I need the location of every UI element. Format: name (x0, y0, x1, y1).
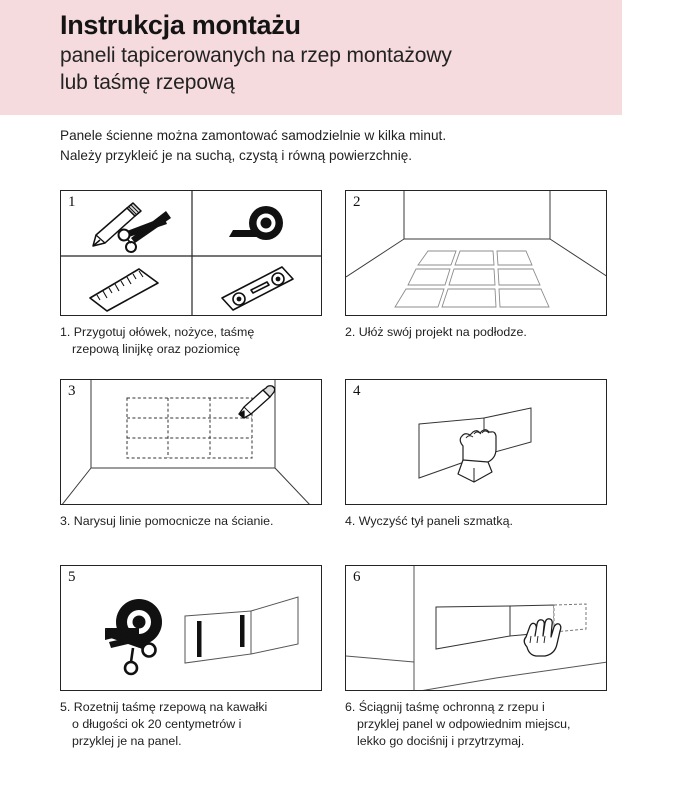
caption-5-line-2: o długości ok 20 centymetrów i (72, 717, 242, 731)
clean-panel-back-illustration (346, 380, 607, 505)
dashed-grid-icon (127, 398, 252, 458)
panel-grid-icon (395, 251, 549, 307)
step-figure-3 (60, 379, 322, 505)
spirit-level-icon (222, 267, 293, 310)
caption-4-line-1: 4. Wyczyść tył paneli szmatką. (345, 514, 513, 528)
caption-5-line-3: przyklej je na panel. (72, 734, 182, 748)
step-cell-2 (345, 190, 607, 341)
ruler-icon (90, 269, 158, 311)
step-caption-6 (345, 699, 607, 750)
caption-5-line-1: 5. Rozetnij taśmę rzepową na kawałki (60, 700, 268, 714)
step-figure-6 (345, 565, 607, 691)
cut-velcro-tape-illustration (61, 566, 322, 691)
intro-line-1: Panele ścienne można zamontować samodzielnie w kilka minut. (60, 128, 447, 143)
caption-2-line-1: 2. Ułóż swój projekt na podłodze. (345, 325, 527, 339)
intro-paragraph (60, 126, 630, 166)
step-figure-1 (60, 190, 322, 316)
panel-with-strips-icon (185, 597, 298, 663)
hand-with-cloth-icon (458, 430, 496, 482)
caption-6-line-1: 6. Ściągnij taśmę ochronną z rzepu i (345, 700, 545, 714)
press-panel-to-wall-illustration (346, 566, 607, 691)
step-cell-6 (345, 565, 607, 750)
step-cell-5 (60, 565, 322, 750)
step-caption-5 (60, 699, 322, 750)
page-subtitle-line-1: paneli tapicerowanych na rzep montażowy (60, 44, 452, 67)
caption-6-line-3: lekko go dociśnij i przytrzymaj. (357, 734, 525, 748)
step-number-3: 3 (68, 383, 76, 399)
step-cell-4 (345, 379, 607, 530)
pencil-icon (239, 386, 275, 418)
step-figure-2 (345, 190, 607, 316)
room-floor-layout-illustration (346, 191, 607, 316)
caption-1-line-2: rzepową linijkę oraz poziomicę (72, 342, 241, 356)
header-text-block (60, 8, 620, 96)
wall-guide-lines-illustration (61, 380, 322, 505)
step-number-5: 5 (68, 569, 76, 585)
step-cell-3 (60, 379, 322, 530)
step-number-4: 4 (353, 383, 361, 399)
step-figure-4 (345, 379, 607, 505)
step-figure-5 (60, 565, 322, 691)
tools-grid-illustration (61, 191, 322, 316)
step-cell-1 (60, 190, 322, 358)
panel-row-icon (436, 604, 586, 649)
step-caption-3 (60, 513, 322, 530)
step-number-1: 1 (68, 194, 76, 210)
intro-line-2: Należy przykleić je na suchą, czystą i równą powierzchnię. (60, 148, 413, 163)
caption-3-line-1: 3. Narysuj linie pomocnicze na ścianie. (60, 514, 274, 528)
room-perspective-icon (61, 380, 311, 505)
step-number-2: 2 (353, 194, 361, 210)
step-caption-1 (60, 324, 322, 358)
page-subtitle-line-2: lub taśmę rzepową (60, 71, 235, 94)
tape-roll-icon (229, 206, 283, 240)
step-caption-4 (345, 513, 607, 530)
caption-1-line-1: 1. Przygotuj ołówek, nożyce, taśmę (60, 325, 255, 339)
step-number-6: 6 (353, 569, 361, 585)
page-title: Instrukcja montażu (60, 10, 301, 40)
caption-6-line-2: przyklej panel w odpowiednim miejscu, (357, 717, 571, 731)
step-caption-2 (345, 324, 607, 341)
